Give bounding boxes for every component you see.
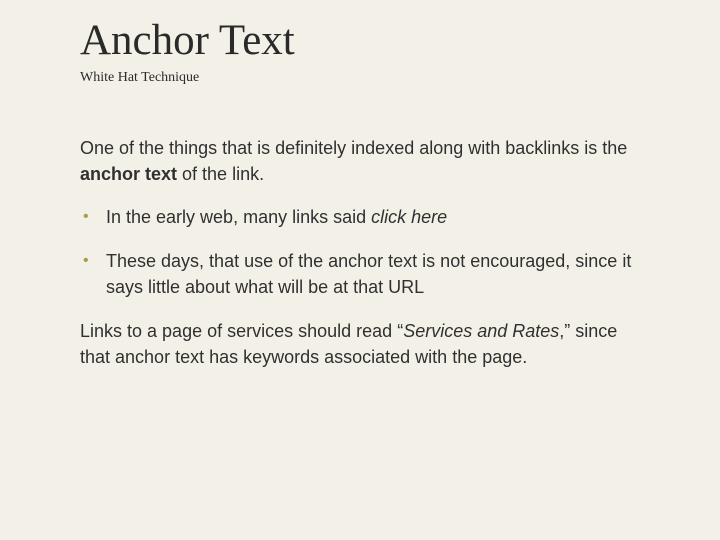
bullet-item: [80, 204, 660, 230]
bullet-text: In the early web, many links said: [106, 207, 372, 227]
slide-subtitle: White Hat Technique: [80, 70, 200, 85]
closing-text-end: ,” since that anchor text has keywords associated with the page.: [80, 321, 618, 367]
closing-italic-term: Services and Rates: [403, 321, 560, 341]
intro-bold-term: anchor text: [80, 164, 178, 184]
intro-paragraph: [80, 135, 650, 187]
bullet-italic-text: click here: [371, 207, 448, 227]
bullet-text: These days, that use of the anchor text is not encouraged, since it says little about what will be at that URL: [106, 251, 632, 297]
closing-text-start: Links to a page of services should read “: [80, 321, 404, 341]
bullet-marker: •: [83, 252, 89, 269]
bullet-item: [80, 248, 660, 300]
closing-paragraph: [80, 318, 650, 370]
bullet-list: [80, 204, 660, 318]
slide-title: Anchor Text: [80, 17, 295, 64]
intro-text-end: of the link.: [177, 164, 265, 184]
bullet-marker: •: [83, 208, 89, 225]
intro-text-start: One of the things that is definitely indexed along with backlinks is the: [80, 138, 628, 158]
